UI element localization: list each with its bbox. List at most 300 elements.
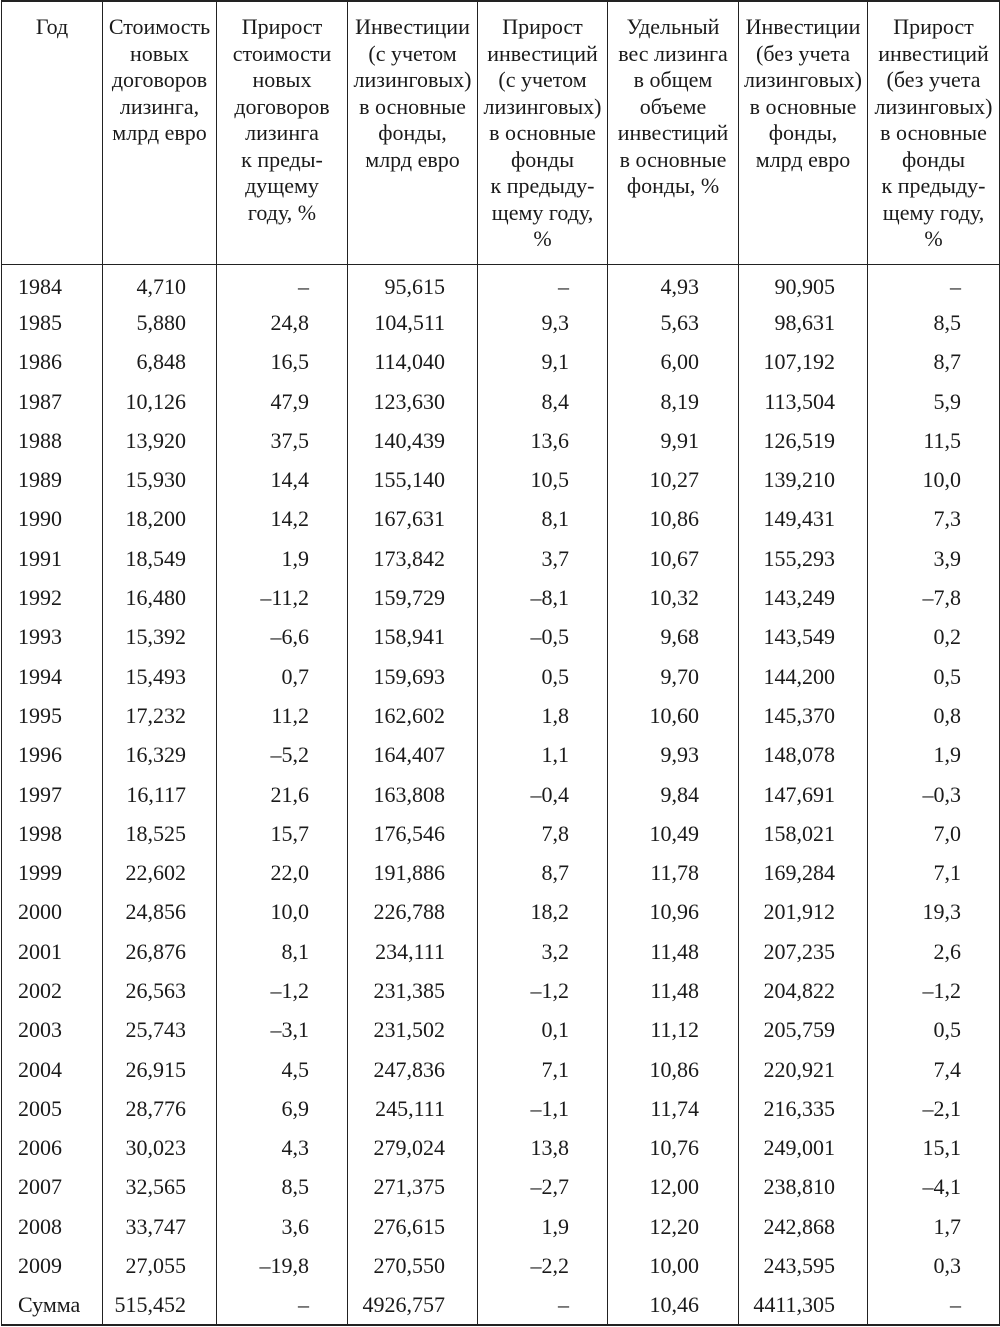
value-cell: 0,1 — [478, 1011, 608, 1050]
value-cell: 279,024 — [348, 1129, 478, 1168]
value-cell: 17,232 — [103, 696, 217, 735]
table-body — [2, 264, 1000, 1325]
header-leasing-share — [608, 1, 739, 264]
sum-label: Сумма — [2, 1286, 103, 1325]
value-cell: 14,2 — [217, 500, 348, 539]
value-cell: 271,375 — [348, 1168, 478, 1207]
value-cell: 16,480 — [103, 578, 217, 617]
value-cell: 9,84 — [608, 775, 739, 814]
value-cell: 0,2 — [868, 618, 1000, 657]
value-cell: – — [868, 264, 1000, 303]
value-cell: 9,93 — [608, 736, 739, 775]
value-cell: 15,930 — [103, 460, 217, 499]
sum-row — [2, 1286, 1000, 1325]
value-cell: –6,6 — [217, 618, 348, 657]
value-cell: 8,1 — [217, 932, 348, 971]
value-cell: 113,504 — [739, 382, 868, 421]
value-cell: 107,192 — [739, 343, 868, 382]
header-line: году, % — [247, 199, 317, 225]
year-cell: 1987 — [2, 382, 103, 421]
value-cell: 15,493 — [103, 657, 217, 696]
value-cell: 6,00 — [608, 343, 739, 382]
value-cell: 11,78 — [608, 853, 739, 892]
value-cell: 144,200 — [739, 657, 868, 696]
value-cell: 10,60 — [608, 696, 739, 735]
value-cell: 207,235 — [739, 932, 868, 971]
value-cell: 10,76 — [608, 1129, 739, 1168]
header-line: (с учетом — [368, 40, 457, 66]
header-line: фонды, — [378, 120, 447, 145]
value-cell: – — [217, 264, 348, 303]
value-cell: 231,385 — [348, 971, 478, 1010]
value-cell: 10,00 — [608, 1246, 739, 1285]
header-line: к предыду- — [490, 173, 595, 198]
value-cell: 0,8 — [868, 696, 1000, 735]
value-cell: 13,6 — [478, 421, 608, 460]
value-cell: 226,788 — [348, 893, 478, 932]
sum-value-cell: 4926,757 — [348, 1286, 478, 1325]
header-line: дущему — [245, 173, 319, 198]
sum-value-cell: – — [217, 1286, 348, 1325]
year-cell: 2005 — [2, 1089, 103, 1128]
header-investments-with-leasing — [348, 1, 478, 264]
value-cell: 32,565 — [103, 1168, 217, 1207]
value-cell: –19,8 — [217, 1246, 348, 1285]
value-cell: 19,3 — [868, 893, 1000, 932]
value-cell: 18,549 — [103, 539, 217, 578]
value-cell: –1,1 — [478, 1089, 608, 1128]
value-cell: 10,5 — [478, 460, 608, 499]
header-line: Прирост — [241, 14, 323, 39]
value-cell: 16,5 — [217, 343, 348, 382]
year-cell: 2004 — [2, 1050, 103, 1089]
value-cell: –1,2 — [217, 971, 348, 1010]
value-cell: 30,023 — [103, 1129, 217, 1168]
year-cell: 2009 — [2, 1246, 103, 1285]
value-cell: 249,001 — [739, 1129, 868, 1168]
header-line: Год — [35, 14, 69, 39]
value-cell: 191,886 — [348, 853, 478, 892]
value-cell: 2,6 — [868, 932, 1000, 971]
value-cell: 11,48 — [608, 971, 739, 1010]
table-row — [2, 893, 1000, 932]
value-cell: 139,210 — [739, 460, 868, 499]
table-row — [2, 932, 1000, 971]
value-cell: 10,32 — [608, 578, 739, 617]
header-line: инвестиций — [617, 120, 729, 145]
year-cell: 2002 — [2, 971, 103, 1010]
value-cell: 14,4 — [217, 460, 348, 499]
value-cell: 0,7 — [217, 657, 348, 696]
value-cell: 238,810 — [739, 1168, 868, 1207]
value-cell: 123,630 — [348, 382, 478, 421]
value-cell: 104,511 — [348, 303, 478, 342]
value-cell: 7,3 — [868, 500, 1000, 539]
value-cell: 1,8 — [478, 696, 608, 735]
value-cell: 8,7 — [478, 853, 608, 892]
header-investments-without-leasing — [739, 1, 868, 264]
value-cell: –3,1 — [217, 1011, 348, 1050]
value-cell: 176,546 — [348, 814, 478, 853]
value-cell: 1,7 — [868, 1207, 1000, 1246]
header-line: (без учета — [886, 67, 981, 92]
table-row — [2, 696, 1000, 735]
table-row — [2, 1050, 1000, 1089]
value-cell: 143,549 — [739, 618, 868, 657]
year-cell: 1993 — [2, 618, 103, 657]
value-cell: 7,4 — [868, 1050, 1000, 1089]
value-cell: 25,743 — [103, 1011, 217, 1050]
value-cell: 15,7 — [217, 814, 348, 853]
table-row — [2, 657, 1000, 696]
value-cell: 10,86 — [608, 500, 739, 539]
value-cell: 21,6 — [217, 775, 348, 814]
value-cell: 8,1 — [478, 500, 608, 539]
sum-value-cell: 4411,305 — [739, 1286, 868, 1325]
value-cell: 220,921 — [739, 1050, 868, 1089]
value-cell: 10,0 — [868, 460, 1000, 499]
value-cell: 10,96 — [608, 893, 739, 932]
table-header — [2, 1, 1000, 264]
table-row — [2, 539, 1000, 578]
value-cell: –1,2 — [868, 971, 1000, 1010]
header-line: к преды- — [241, 146, 323, 172]
year-cell: 1984 — [2, 264, 103, 303]
value-cell: 4,5 — [217, 1050, 348, 1089]
table-row — [2, 303, 1000, 342]
year-cell: 1998 — [2, 814, 103, 853]
value-cell: 6,848 — [103, 343, 217, 382]
table-row — [2, 618, 1000, 657]
header-line: новых — [130, 40, 189, 66]
value-cell: 164,407 — [348, 736, 478, 775]
header-line: Прирост — [502, 14, 583, 39]
header-line: лизинговых) — [874, 93, 993, 119]
header-line: млрд евро — [365, 146, 460, 172]
header-line: фонды — [901, 146, 965, 172]
value-cell: 16,117 — [103, 775, 217, 814]
table-row — [2, 460, 1000, 499]
table-row — [2, 343, 1000, 382]
table-row — [2, 1089, 1000, 1128]
value-cell: 28,776 — [103, 1089, 217, 1128]
header-year — [2, 1, 103, 264]
header-line: Инвестиции — [355, 14, 470, 39]
value-cell: 9,68 — [608, 618, 739, 657]
year-cell: 2000 — [2, 893, 103, 932]
value-cell: 15,392 — [103, 618, 217, 657]
value-cell: 4,710 — [103, 264, 217, 303]
value-cell: 12,20 — [608, 1207, 739, 1246]
value-cell: 12,00 — [608, 1168, 739, 1207]
value-cell: 37,5 — [217, 421, 348, 460]
value-cell: 4,93 — [608, 264, 739, 303]
value-cell: 90,905 — [739, 264, 868, 303]
value-cell: – — [478, 264, 608, 303]
year-cell: 1986 — [2, 343, 103, 382]
value-cell: 231,502 — [348, 1011, 478, 1050]
header-line: Удельный — [626, 14, 720, 39]
value-cell: 6,9 — [217, 1089, 348, 1128]
value-cell: 143,249 — [739, 578, 868, 617]
value-cell: –7,8 — [868, 578, 1000, 617]
header-investment-growth-with-leasing — [478, 1, 608, 264]
value-cell: 162,602 — [348, 696, 478, 735]
value-cell: 242,868 — [739, 1207, 868, 1246]
year-cell: 2003 — [2, 1011, 103, 1050]
header-new-contracts-value — [103, 1, 217, 264]
value-cell: 26,563 — [103, 971, 217, 1010]
value-cell: –2,1 — [868, 1089, 1000, 1128]
value-cell: 167,631 — [348, 500, 478, 539]
value-cell: 3,2 — [478, 932, 608, 971]
header-line: лизинговых) — [744, 67, 862, 92]
table-row — [2, 1207, 1000, 1246]
value-cell: 13,8 — [478, 1129, 608, 1168]
value-cell: 4,3 — [217, 1129, 348, 1168]
value-cell: 247,836 — [348, 1050, 478, 1089]
table-row — [2, 814, 1000, 853]
header-row — [2, 1, 1000, 264]
value-cell: 0,5 — [868, 657, 1000, 696]
value-cell: 9,3 — [478, 303, 608, 342]
value-cell: 11,12 — [608, 1011, 739, 1050]
value-cell: 22,602 — [103, 853, 217, 892]
value-cell: 126,519 — [739, 421, 868, 460]
year-cell: 1999 — [2, 853, 103, 892]
header-line: млрд евро — [755, 146, 851, 172]
value-cell: 270,550 — [348, 1246, 478, 1285]
header-line: щему году, — [882, 199, 985, 225]
value-cell: 147,691 — [739, 775, 868, 814]
year-cell: 2001 — [2, 932, 103, 971]
year-cell: 1991 — [2, 539, 103, 578]
value-cell: 11,2 — [217, 696, 348, 735]
value-cell: 95,615 — [348, 264, 478, 303]
table-row — [2, 775, 1000, 814]
value-cell: 140,439 — [348, 421, 478, 460]
header-line: % — [533, 226, 552, 251]
sum-value-cell: – — [478, 1286, 608, 1325]
sum-value-cell: – — [868, 1286, 1000, 1325]
value-cell: 8,5 — [868, 303, 1000, 342]
header-line: в основные — [359, 93, 466, 119]
value-cell: 11,5 — [868, 421, 1000, 460]
value-cell: 158,941 — [348, 618, 478, 657]
header-contracts-growth — [217, 1, 348, 264]
value-cell: –0,5 — [478, 618, 608, 657]
table-row — [2, 382, 1000, 421]
table-row — [2, 500, 1000, 539]
value-cell: 24,856 — [103, 893, 217, 932]
value-cell: 27,055 — [103, 1246, 217, 1285]
value-cell: –2,7 — [478, 1168, 608, 1207]
value-cell: 10,67 — [608, 539, 739, 578]
value-cell: 159,693 — [348, 657, 478, 696]
value-cell: 1,9 — [868, 736, 1000, 775]
value-cell: 216,335 — [739, 1089, 868, 1128]
value-cell: 7,1 — [478, 1050, 608, 1089]
value-cell: 205,759 — [739, 1011, 868, 1050]
value-cell: 148,078 — [739, 736, 868, 775]
year-cell: 1997 — [2, 775, 103, 814]
value-cell: 47,9 — [217, 382, 348, 421]
value-cell: 9,1 — [478, 343, 608, 382]
value-cell: 26,915 — [103, 1050, 217, 1089]
header-line: в основные — [619, 146, 727, 172]
year-cell: 1994 — [2, 657, 103, 696]
year-cell: 1989 — [2, 460, 103, 499]
value-cell: 201,912 — [739, 893, 868, 932]
value-cell: 245,111 — [348, 1089, 478, 1128]
table-row — [2, 971, 1000, 1010]
value-cell: 7,1 — [868, 853, 1000, 892]
header-line: инвестиций — [487, 40, 598, 66]
value-cell: 98,631 — [739, 303, 868, 342]
year-cell: 1996 — [2, 736, 103, 775]
value-cell: 5,63 — [608, 303, 739, 342]
value-cell: 0,3 — [868, 1246, 1000, 1285]
table-row — [2, 1011, 1000, 1050]
table-row — [2, 736, 1000, 775]
value-cell: 22,0 — [217, 853, 348, 892]
table-row — [2, 578, 1000, 617]
value-cell: 0,5 — [868, 1011, 1000, 1050]
value-cell: 169,284 — [739, 853, 868, 892]
value-cell: 3,7 — [478, 539, 608, 578]
header-line: лизинговых) — [353, 67, 472, 92]
header-line: лизинга — [245, 120, 319, 145]
value-cell: –1,2 — [478, 971, 608, 1010]
value-cell: 13,920 — [103, 421, 217, 460]
header-line: договоров — [234, 93, 330, 119]
header-line: фонды, — [768, 120, 838, 145]
value-cell: –0,4 — [478, 775, 608, 814]
year-cell: 1995 — [2, 696, 103, 735]
header-line: млрд евро — [112, 120, 207, 145]
value-cell: 3,9 — [868, 539, 1000, 578]
value-cell: 15,1 — [868, 1129, 1000, 1168]
value-cell: 243,595 — [739, 1246, 868, 1285]
header-line: новых — [252, 67, 312, 92]
value-cell: 1,9 — [478, 1207, 608, 1246]
value-cell: 234,111 — [348, 932, 478, 971]
value-cell: 173,842 — [348, 539, 478, 578]
value-cell: 149,431 — [739, 500, 868, 539]
header-line: (с учетом — [498, 67, 587, 92]
header-line: в общем — [633, 67, 713, 92]
header-line: фонды, % — [626, 173, 720, 198]
value-cell: 9,70 — [608, 657, 739, 696]
year-cell: 2006 — [2, 1129, 103, 1168]
value-cell: 3,6 — [217, 1207, 348, 1246]
value-cell: 11,48 — [608, 932, 739, 971]
header-line: вес лизинга — [618, 40, 728, 66]
value-cell: 26,876 — [103, 932, 217, 971]
value-cell: –0,3 — [868, 775, 1000, 814]
value-cell: 8,19 — [608, 382, 739, 421]
value-cell: 10,86 — [608, 1050, 739, 1089]
header-line: в основные — [880, 120, 987, 145]
value-cell: 24,8 — [217, 303, 348, 342]
header-line: фонды — [510, 146, 574, 172]
header-line: в основные — [489, 120, 596, 145]
header-line: Стоимость — [108, 14, 211, 39]
table-row — [2, 1168, 1000, 1207]
value-cell: –8,1 — [478, 578, 608, 617]
header-line: объеме — [639, 93, 707, 119]
value-cell: 1,9 — [217, 539, 348, 578]
value-cell: 10,49 — [608, 814, 739, 853]
value-cell: 11,74 — [608, 1089, 739, 1128]
value-cell: 10,126 — [103, 382, 217, 421]
header-line: в основные — [749, 93, 857, 119]
value-cell: 9,91 — [608, 421, 739, 460]
table-row — [2, 853, 1000, 892]
value-cell: –4,1 — [868, 1168, 1000, 1207]
year-cell: 1985 — [2, 303, 103, 342]
value-cell: –11,2 — [217, 578, 348, 617]
value-cell: –5,2 — [217, 736, 348, 775]
header-line: к предыду- — [881, 173, 986, 198]
value-cell: 276,615 — [348, 1207, 478, 1246]
value-cell: 155,293 — [739, 539, 868, 578]
value-cell: 0,5 — [478, 657, 608, 696]
table-row — [2, 1129, 1000, 1168]
value-cell: 204,822 — [739, 971, 868, 1010]
year-cell: 2008 — [2, 1207, 103, 1246]
value-cell: 10,27 — [608, 460, 739, 499]
sum-value-cell: 10,46 — [608, 1286, 739, 1325]
header-line: инвестиций — [878, 40, 989, 66]
value-cell: 1,1 — [478, 736, 608, 775]
year-cell: 1990 — [2, 500, 103, 539]
value-cell: 114,040 — [348, 343, 478, 382]
header-line: (без учета — [756, 40, 850, 66]
value-cell: 8,5 — [217, 1168, 348, 1207]
value-cell: 158,021 — [739, 814, 868, 853]
value-cell: 33,747 — [103, 1207, 217, 1246]
value-cell: 7,8 — [478, 814, 608, 853]
header-line: лизинговых) — [483, 93, 602, 119]
value-cell: 5,880 — [103, 303, 217, 342]
value-cell: 16,329 — [103, 736, 217, 775]
sum-value-cell: 515,452 — [103, 1286, 217, 1325]
value-cell: 163,808 — [348, 775, 478, 814]
value-cell: 18,2 — [478, 893, 608, 932]
year-cell: 2007 — [2, 1168, 103, 1207]
table-row — [2, 1246, 1000, 1285]
value-cell: 155,140 — [348, 460, 478, 499]
value-cell: 8,7 — [868, 343, 1000, 382]
header-line: лизинга, — [119, 93, 200, 119]
value-cell: 145,370 — [739, 696, 868, 735]
value-cell: –2,2 — [478, 1246, 608, 1285]
header-line: % — [924, 226, 943, 251]
table-row — [2, 264, 1000, 303]
header-line: Инвестиции — [745, 14, 861, 39]
value-cell: 8,4 — [478, 382, 608, 421]
year-cell: 1992 — [2, 578, 103, 617]
header-line: стоимости — [232, 40, 332, 66]
header-line: Прирост — [893, 14, 974, 39]
header-investment-growth-without-leasing — [868, 1, 1000, 264]
value-cell: 10,0 — [217, 893, 348, 932]
table-row — [2, 421, 1000, 460]
value-cell: 7,0 — [868, 814, 1000, 853]
leasing-statistics-table — [1, 0, 1000, 1326]
value-cell: 18,525 — [103, 814, 217, 853]
